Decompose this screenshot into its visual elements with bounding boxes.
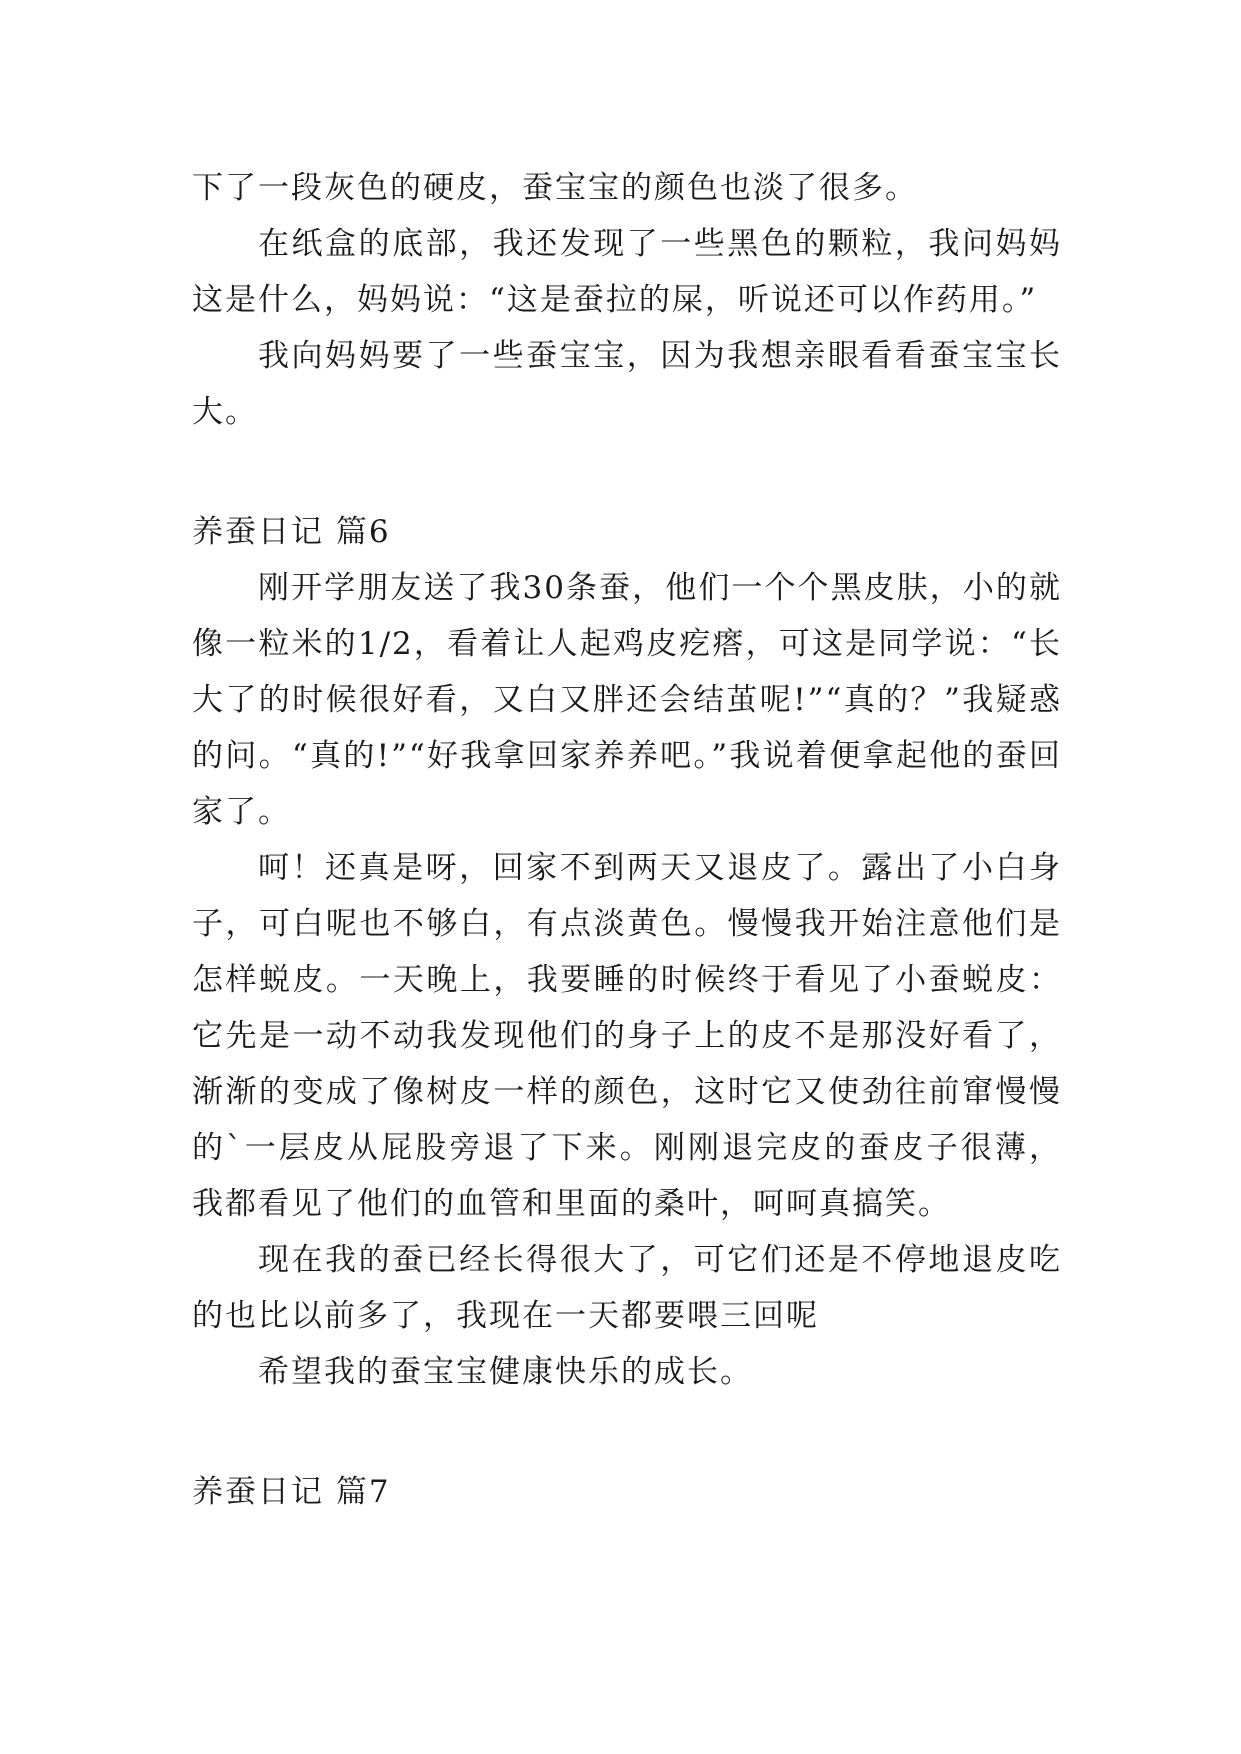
document-body	[192, 160, 1062, 1520]
paragraph: 刚开学朋友送了我30条蚕，他们一个个黑皮肤，小的就像一粒米的1/2，看着让人起鸡皮疙瘩，可这是同学说：“长大了的时候很好看，又白又胖还会结茧呢!”“真的？”我疑惑的问。“真的!”“好我拿回家养养吧。”我说着便拿起他的蚕回家了。	[192, 570, 1062, 830]
section-spacer	[192, 440, 1062, 504]
paragraph: 在纸盒的底部，我还发现了一些黑色的颗粒，我问妈妈这是什么，妈妈说：“这是蚕拉的屎，听说还可以作药用。”	[192, 226, 1062, 318]
paragraph: 现在我的蚕已经长得很大了，可它们还是不停地退皮吃的也比以前多了，我现在一天都要喂三回呢	[192, 1242, 1062, 1334]
paragraph: 我向妈妈要了一些蚕宝宝，因为我想亲眼看看蚕宝宝长大。	[192, 338, 1062, 430]
section-spacer	[192, 1400, 1062, 1464]
paragraph: 希望我的蚕宝宝健康快乐的成长。	[258, 1354, 753, 1390]
section-title: 养蚕日记 篇6	[192, 514, 391, 550]
paragraph: 呵！还真是呀，回家不到两天又退皮了。露出了小白身子，可白呢也不够白，有点淡黄色。慢慢我开始注意他们是怎样蜕皮。一天晚上，我要睡的时候终于看见了小蚕蜕皮：它先是一动不动我发现他们的身子上的皮不是那没好看了，渐渐的变成了像树皮一样的颜色，这时它又使劲往前窜慢慢的`一层皮从屁股旁退了下来。刚刚退完皮的蚕皮子很薄，我都看见了他们的血管和里面的桑叶，呵呵真搞笑。	[192, 850, 1062, 1222]
section-title: 养蚕日记 篇7	[192, 1474, 391, 1510]
paragraph: 下了一段灰色的硬皮，蚕宝宝的颜色也淡了很多。	[192, 170, 918, 206]
